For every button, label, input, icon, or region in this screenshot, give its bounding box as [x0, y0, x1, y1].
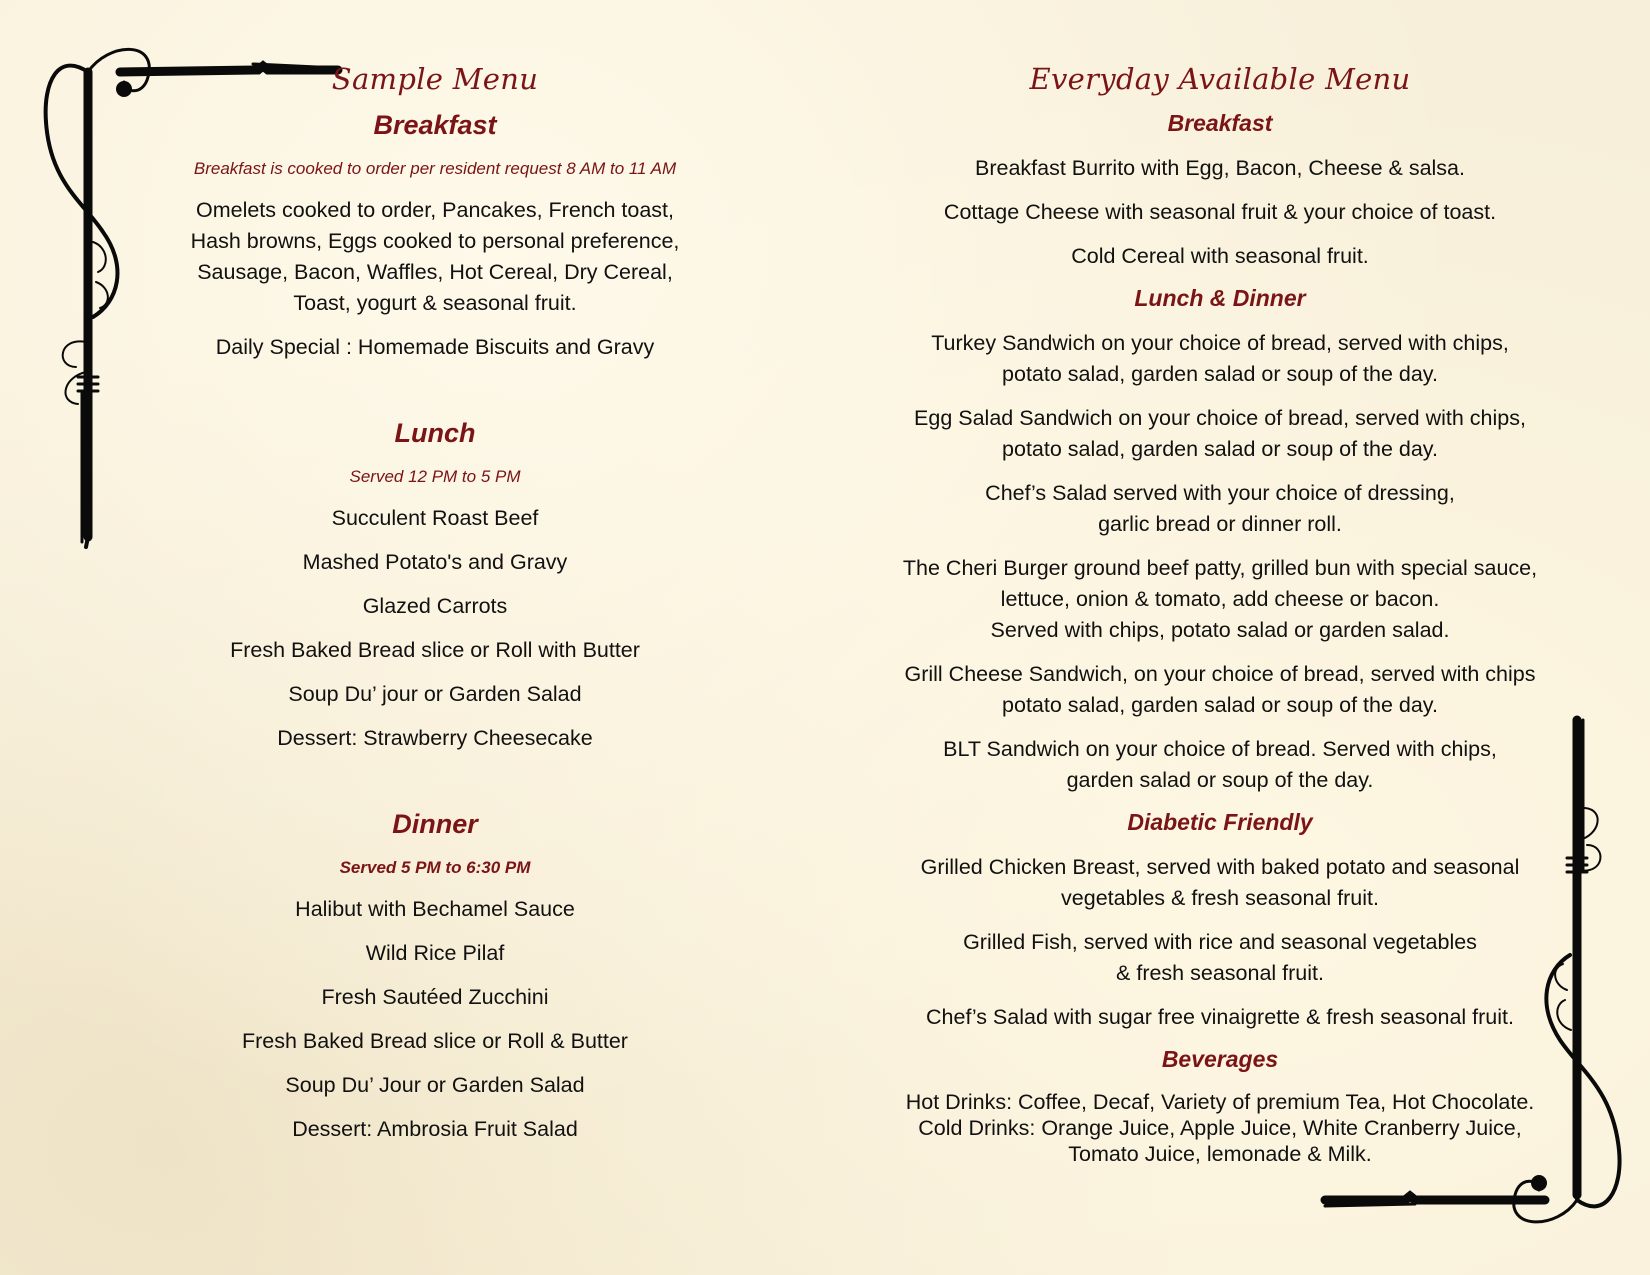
everyday-breakfast-heading: Breakfast — [1167, 110, 1273, 136]
menu-item: Dessert: Ambrosia Fruit Salad — [292, 1117, 578, 1141]
menu-item: Soup Du’ Jour or Garden Salad — [285, 1073, 585, 1097]
menu-item: Dessert: Strawberry Cheesecake — [277, 726, 593, 750]
menu-item-line: garlic bread or dinner roll. — [1098, 512, 1342, 536]
beverages-heading: Beverages — [1161, 1046, 1279, 1072]
breakfast-items — [150, 195, 720, 319]
beverage-line: Tomato Juice, lemonade & Milk. — [1068, 1142, 1372, 1166]
dinner-heading: Dinner — [392, 809, 478, 839]
breakfast-line: Toast, yogurt & seasonal fruit. — [293, 291, 577, 315]
menu-item: Cold Cereal with seasonal fruit. — [1071, 244, 1369, 268]
menu-item — [860, 659, 1580, 721]
menu-item-line: vegetables & fresh seasonal fruit. — [1061, 886, 1379, 910]
menu-item — [860, 553, 1580, 646]
menu-item-line: lettuce, onion & tomato, add cheese or bacon. — [1000, 587, 1440, 611]
menu-item — [860, 852, 1580, 914]
menu-item: Fresh Sautéed Zucchini — [321, 985, 549, 1009]
menu-item-line: garden salad or soup of the day. — [1066, 768, 1374, 792]
menu-item: Wild Rice Pilaf — [365, 941, 505, 965]
menu-item-line: BLT Sandwich on your choice of bread. Served with chips, — [943, 737, 1497, 761]
menu-item — [860, 478, 1580, 540]
menu-item — [860, 328, 1580, 390]
menu-item: Halibut with Bechamel Sauce — [295, 897, 575, 921]
sample-menu-title: Sample Menu — [331, 62, 539, 96]
menu-item-line: & fresh seasonal fruit. — [1116, 961, 1324, 985]
breakfast-line: Hash browns, Eggs cooked to personal preference, — [190, 229, 680, 253]
everyday-menu-title: Everyday Available Menu — [1029, 62, 1411, 96]
menu-item — [860, 1002, 1580, 1033]
menu-item: Mashed Potato's and Gravy — [302, 550, 568, 574]
menu-item-line: The Cheri Burger ground beef patty, grilled bun with special sauce, — [902, 556, 1538, 580]
menu-item: Succulent Roast Beef — [331, 506, 539, 530]
menu-item-line: Chef’s Salad served with your choice of dressing, — [985, 481, 1455, 505]
sample-menu-column — [150, 62, 720, 1158]
beverages-list — [860, 1089, 1580, 1167]
menu-item-line: Served with chips, potato salad or garden salad. — [990, 618, 1450, 642]
menu-item: Fresh Baked Bread slice or Roll with Butter — [230, 638, 640, 662]
menu-item-line: Turkey Sandwich on your choice of bread, served with chips, — [931, 331, 1509, 355]
diabetic-heading: Diabetic Friendly — [1127, 809, 1313, 835]
breakfast-note: Breakfast is cooked to order per resident request 8 AM to 11 AM — [193, 159, 677, 178]
menu-item-line: Grilled Chicken Breast, served with baked potato and seasonal — [920, 855, 1520, 879]
menu-item-line: potato salad, garden salad or soup of the day. — [1002, 437, 1438, 461]
breakfast-line: Sausage, Bacon, Waffles, Hot Cereal, Dry Cereal, — [197, 260, 673, 284]
everyday-menu-column — [860, 62, 1580, 1180]
menu-item: Soup Du’ jour or Garden Salad — [288, 682, 582, 706]
beverage-line: Hot Drinks: Coffee, Decaf, Variety of premium Tea, Hot Chocolate. — [905, 1090, 1535, 1114]
menu-item-line: Egg Salad Sandwich on your choice of bread, served with chips, — [914, 406, 1526, 430]
menu-item-line: potato salad, garden salad or soup of the day. — [1002, 693, 1438, 717]
menu-item-line: potato salad, garden salad or soup of the day. — [1002, 362, 1438, 386]
menu-item: Cottage Cheese with seasonal fruit & your choice of toast. — [943, 200, 1497, 224]
menu-item: Breakfast Burrito with Egg, Bacon, Cheese & salsa. — [975, 156, 1465, 180]
breakfast-heading: Breakfast — [373, 110, 497, 140]
menu-item: Fresh Baked Bread slice or Roll & Butter — [242, 1029, 628, 1053]
lunch-dinner-heading: Lunch & Dinner — [1134, 285, 1306, 311]
menu-item-line: Chef’s Salad with sugar free vinaigrette & fresh seasonal fruit. — [926, 1005, 1514, 1029]
breakfast-line: Omelets cooked to order, Pancakes, French toast, — [195, 198, 675, 222]
dinner-note: Served 5 PM to 6:30 PM — [339, 858, 531, 877]
daily-special: Daily Special : Homemade Biscuits and Gravy — [215, 335, 655, 359]
menu-item — [860, 403, 1580, 465]
beverage-line: Cold Drinks: Orange Juice, Apple Juice, White Cranberry Juice, — [918, 1116, 1522, 1140]
menu-item — [860, 927, 1580, 989]
lunch-note: Served 12 PM to 5 PM — [349, 467, 521, 486]
menu-item — [860, 734, 1580, 796]
menu-item-line: Grill Cheese Sandwich, on your choice of bread, served with chips — [904, 662, 1536, 686]
menu-item: Glazed Carrots — [362, 594, 508, 618]
lunch-heading: Lunch — [394, 418, 476, 448]
menu-item-line: Grilled Fish, served with rice and seasonal vegetables — [963, 930, 1477, 954]
